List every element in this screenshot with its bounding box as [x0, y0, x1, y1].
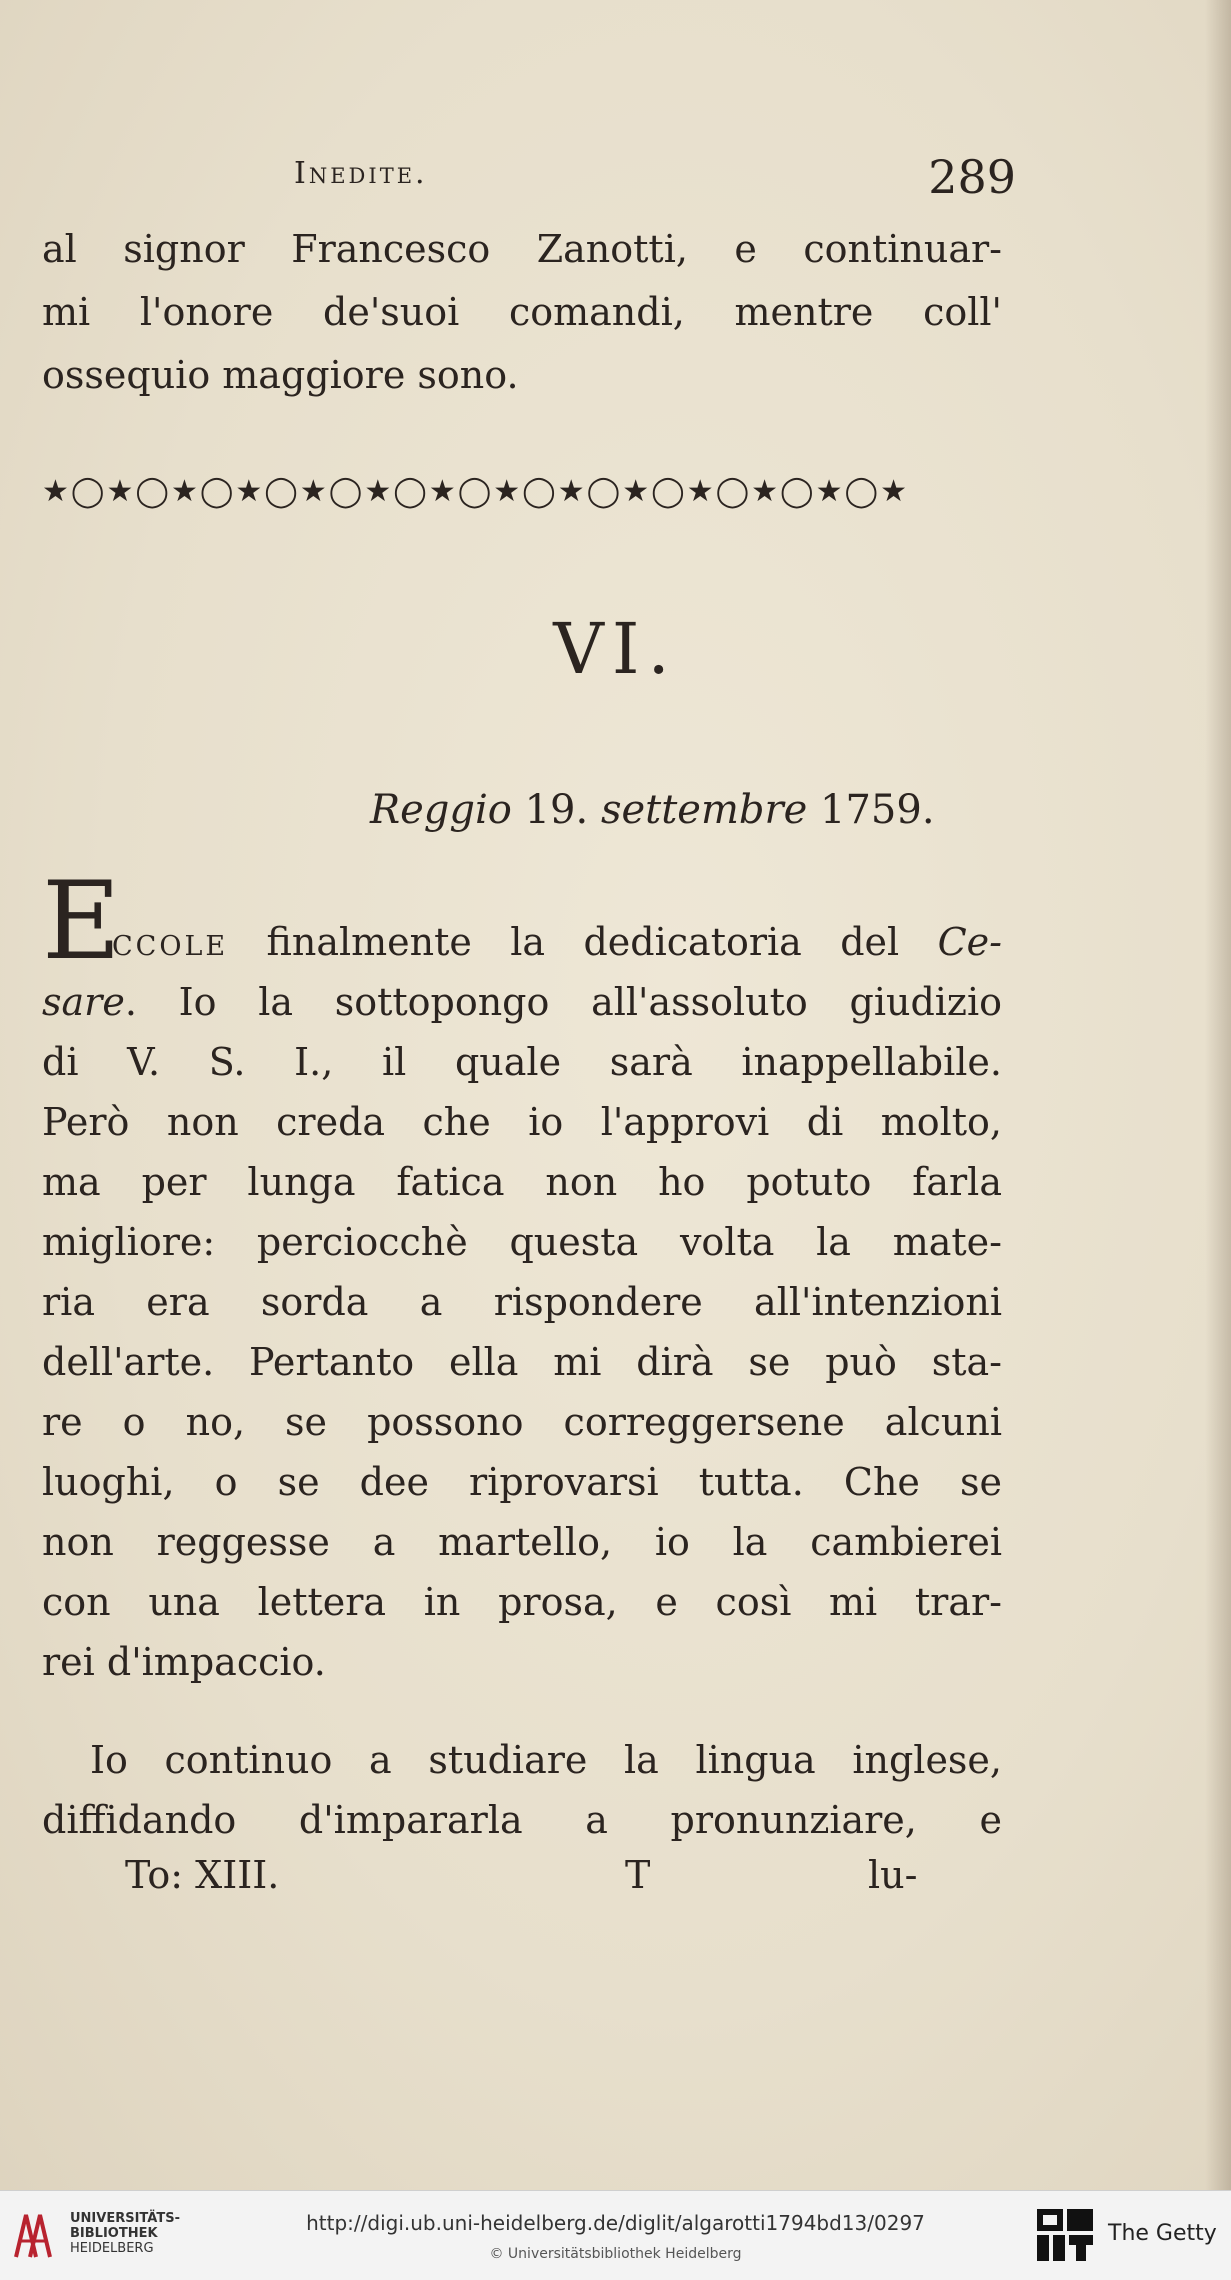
text-line: migliore: perciocchè questa volta la mate- [42, 1220, 1002, 1264]
catchword: lu- [868, 1853, 918, 1897]
getty-logo-icon [1035, 2205, 1095, 2265]
text-line: mi l'onore de'suoi comandi, mentre coll' [42, 290, 1002, 334]
decorative-ornament-rule: ★◯★◯★◯★◯★◯★◯★◯★◯★◯★◯★◯★◯★◯★ [42, 474, 909, 509]
text-line: ria era sorda a rispondere all'intenzioni [42, 1280, 1002, 1324]
library-name: UNIVERSITÄTS- BIBLIOTHEK HEIDELBERG [70, 2211, 180, 2256]
running-title: Inedite. [294, 156, 428, 191]
dateline [370, 787, 950, 833]
text-line: luoghi, o se dee riprovarsi tutta. Che se [42, 1460, 1002, 1504]
text-line: diffidando d'impararla a pronunziare, e [42, 1798, 1002, 1842]
section-number: VI. [553, 608, 678, 690]
dateline-month: settembre [600, 787, 808, 833]
text-line: ma per lunga fatica non ho potuto farla [42, 1160, 1002, 1204]
text-line: ossequio maggiore sono. [42, 353, 519, 397]
getty-name: The Getty [1108, 2221, 1217, 2246]
text-line: non reggesse a martello, io la cambierei [42, 1520, 1002, 1564]
page-gutter-shadow [1205, 0, 1231, 2190]
text-line: re o no, se possono correggersene alcuni [42, 1400, 1002, 1444]
drop-cap: E [42, 859, 121, 984]
dateline-year: 1759. [820, 787, 935, 833]
text-line: rei d'impaccio. [42, 1640, 326, 1684]
copyright-notice: © Universitätsbibliothek Heidelberg [489, 2246, 742, 2262]
dateline-place: Reggio [370, 787, 512, 833]
source-url-link[interactable]: http://digi.ub.uni-heidelberg.de/diglit/algarotti1794bd13/0297 [306, 2211, 925, 2235]
text-line: di V. S. I., il quale sarà inappellabile. [42, 1040, 1002, 1084]
signature-mark: T [625, 1853, 651, 1897]
text-line: dell'arte. Pertanto ella mi dirà se può sta- [42, 1340, 1002, 1384]
opening-word: ccole [112, 920, 229, 964]
page-number: 289 [928, 150, 1016, 204]
running-head [280, 150, 1030, 210]
dateline-day: 19. [524, 787, 589, 833]
text-line: ccole finalmente la dedicatoria del Ce- [112, 920, 1002, 964]
text-line: al signor Francesco Zanotti, e continuar- [42, 227, 1002, 271]
viewer-footer [0, 2190, 1231, 2280]
text-line: Io continuo a studiare la lingua inglese, [90, 1738, 1002, 1782]
text-line: Però non creda che io l'approvi di molto, [42, 1100, 1002, 1144]
text-line: con una lettera in prosa, e così mi trar- [42, 1580, 1002, 1624]
text-line: sare. Io la sottopongo all'assoluto giudizio [42, 980, 1002, 1024]
volume-mark: To: XIII. [125, 1853, 280, 1897]
